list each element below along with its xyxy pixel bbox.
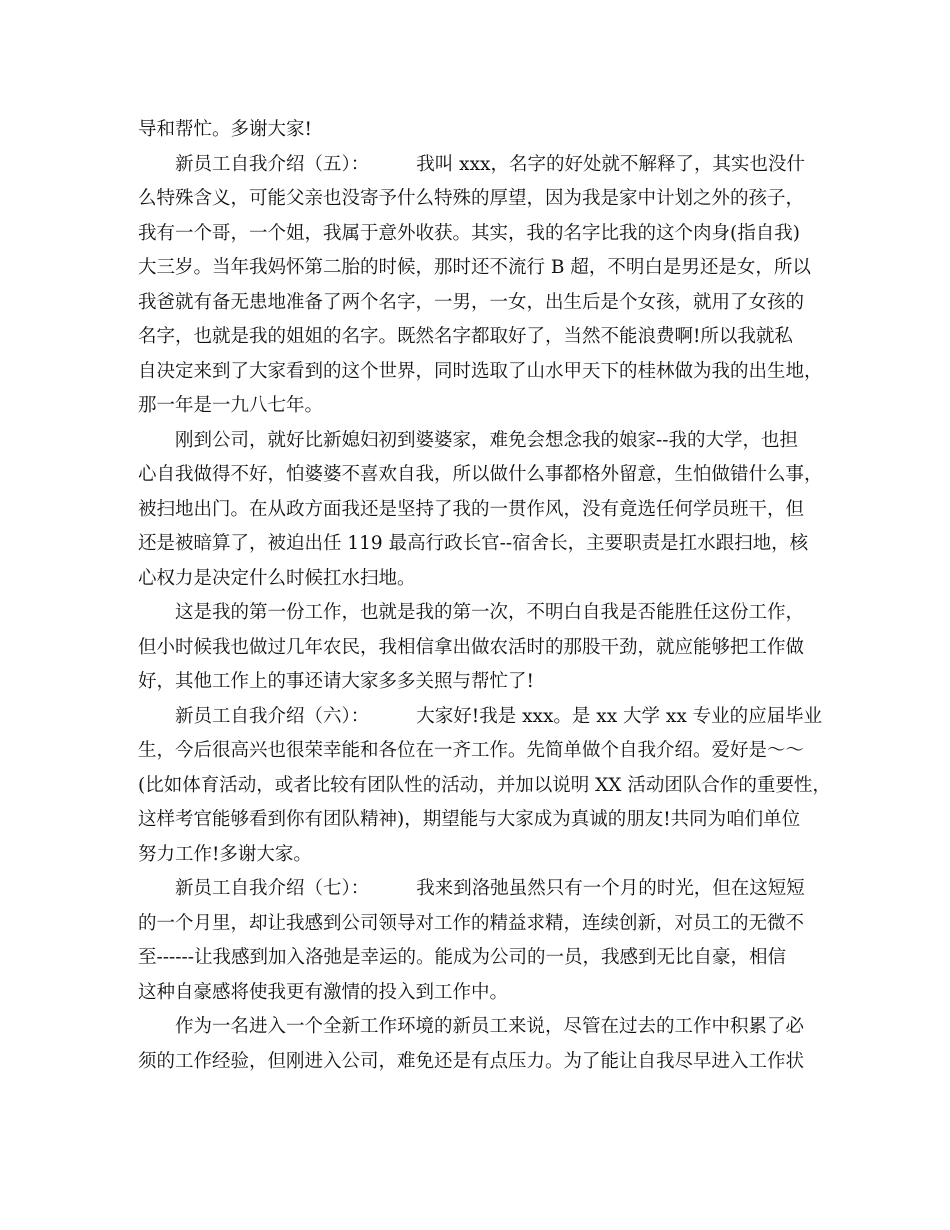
text-line-24: 的一个月里，却让我感到公司领导对工作的精益求精，连续创新，对员工的无微不 bbox=[138, 912, 805, 934]
text-line-21: 这样考官能够看到你有团队精神)，期望能与大家成为真诚的朋友!共同为咱们单位 bbox=[138, 809, 801, 830]
text-line-18: 新员工自我介绍（六）： 大家好!我是 xxx。是 xx 大学 xx 专业的应届毕业 bbox=[175, 705, 823, 727]
text-line-9: 那一年是一九八七年。 bbox=[138, 395, 324, 416]
text-line-19: 生，今后很高兴也很荣幸能和各位在一齐工作。先简单做个自我介绍。爱好是～～ bbox=[138, 740, 805, 761]
text-line-2: 新员工自我介绍（五）： 我叫 xxx，名字的好处就不解释了，其实也没什 bbox=[175, 153, 805, 175]
text-line-3: 么特殊含义，可能父亲也没寄予什么特殊的厚望，因为我是家中计划之外的孩子， bbox=[138, 188, 805, 209]
text-line-17: 好，其他工作上的事还请大家多多关照与帮忙了! bbox=[138, 671, 534, 692]
text-line-27: 作为一名进入一个全新工作环境的新员工来说，尽管在过去的工作中积累了必 bbox=[175, 1016, 805, 1037]
text-line-4: 我有一个哥，一个姐，我属于意外收获。其实，我的名字比我的这个肉身(指自我) bbox=[138, 222, 800, 244]
text-line-16: 但小时候我也做过几年农民，我相信拿出做农活时的那股干劲，就应能够把工作做 bbox=[138, 636, 805, 658]
text-line-15: 这是我的第一份工作，也就是我的第一次，不明白自我是否能胜任这份工作， bbox=[175, 602, 805, 623]
text-line-14: 心权力是决定什么时候扛水扫地。 bbox=[138, 567, 416, 589]
text-line-22: 努力工作!多谢大家。 bbox=[138, 843, 312, 865]
text-line-26: 这种自豪感将使我更有激情的投入到工作中。 bbox=[138, 981, 509, 1003]
text-line-11: 心自我做得不好，怕婆婆不喜欢自我，所以做什么事都格外留意，生怕做错什么事， bbox=[138, 464, 823, 485]
text-line-7: 名字，也就是我的姐姐的名字。既然名字都取好了，当然不能浪费啊!所以我就私 bbox=[138, 326, 793, 347]
text-line-1: 导和帮忙。多谢大家! bbox=[138, 119, 312, 140]
text-line-12: 被扫地出门。在从政方面我还是坚持了我的一贯作风，没有竟选任何学员班干，但 bbox=[138, 498, 805, 520]
text-line-28: 须的工作经验，但刚进入公司，难免还是有点压力。为了能让自我尽早进入工作状 bbox=[138, 1050, 805, 1072]
text-line-5: 大三岁。当年我妈怀第二胎的时候，那时还不流行 B 超，不明白是男还是女，所以 bbox=[138, 257, 811, 278]
text-line-23: 新员工自我介绍（七）： 我来到洛弛虽然只有一个月的时光，但在这短短 bbox=[175, 878, 805, 899]
text-line-13: 还是被暗算了，被迫出任 119 最高行政长官--宿舍长，主要职责是扛水跟扫地，核 bbox=[138, 533, 809, 554]
text-line-20: (比如体育活动，或者比较有团队性的活动，并加以说明 XX 活动团队合作的重要性， bbox=[138, 774, 831, 796]
text-line-6: 我爸就有备无患地准备了两个名字，一男，一女，出生后是个女孩，就用了女孩的 bbox=[138, 291, 805, 313]
text-line-8: 自决定来到了大家看到的这个世界，同时选取了山水甲天下的桂林做为我的出生地， bbox=[138, 360, 823, 382]
text-line-25: 至------让我感到加入洛弛是幸运的。能成为公司的一员，我感到无比自豪，相信 bbox=[138, 947, 787, 968]
text-line-10: 刚到公司，就好比新媳妇初到婆婆家，难免会想念我的娘家--我的大学，也担 bbox=[175, 429, 799, 451]
